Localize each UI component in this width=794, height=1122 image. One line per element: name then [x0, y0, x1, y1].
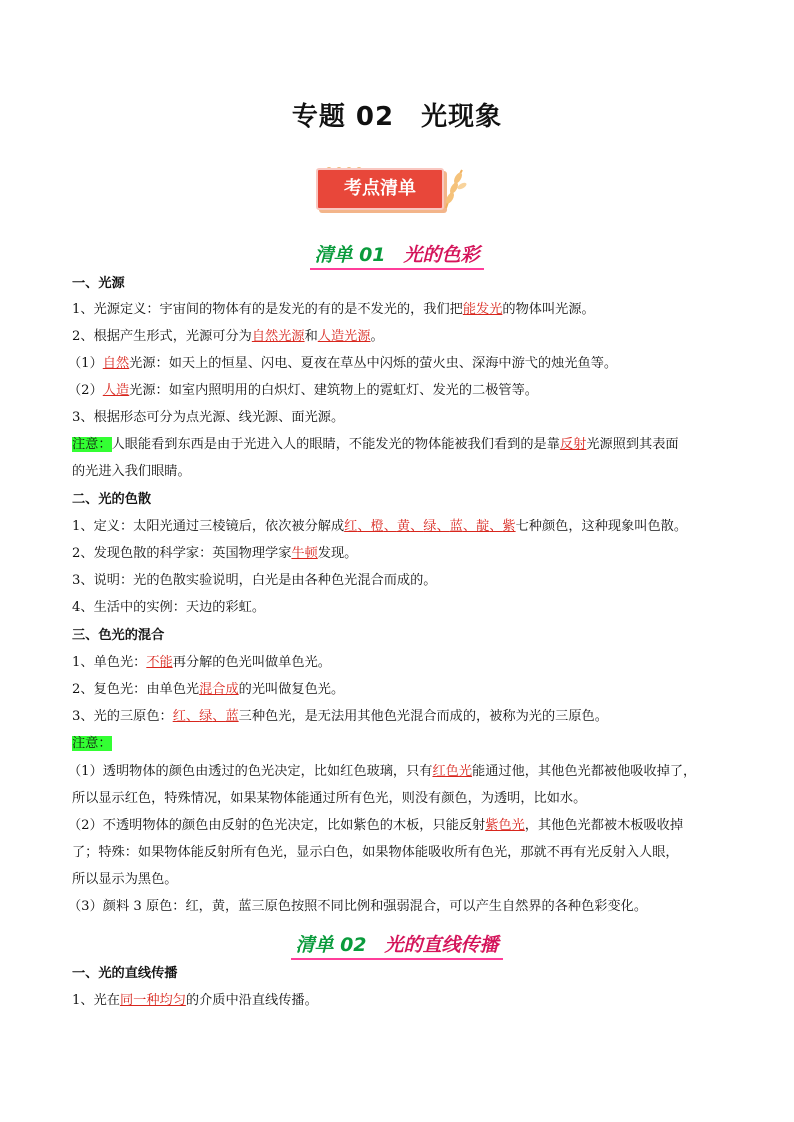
text-line: 3、根据形态可分为点光源、线光源、面光源。 — [72, 410, 345, 425]
text-line: 2、根据产生形式，光源可分为自然光源和人造光源。 — [72, 329, 384, 344]
wheat-leaf-icon — [440, 166, 468, 210]
text-line: 1、光在同一种均匀的介质中沿直线传播。 — [72, 993, 318, 1008]
note-line: 注意：人眼能看到东西是由于光进入人的眼睛，不能发光的物体能被我们看到的是靠反射光源照到其表面 — [72, 437, 679, 452]
note-label: 注意： — [72, 437, 112, 452]
badge — [308, 156, 488, 216]
text-line: 3、光的三原色：红、绿、蓝三种色光，是无法用其他色光混合而成的，被称为光的三原色。 — [72, 709, 608, 724]
section-number: 清单 01 — [314, 244, 386, 266]
heading-color-mixing: 三、色光的混合 — [72, 628, 165, 643]
text-line: 1、单色光：不能再分解的色光叫做单色光。 — [72, 655, 331, 670]
page-title: 专题 02 光现象 — [291, 102, 503, 132]
text-line: （3）颜料 3 原色：红，黄，蓝三原色按照不同比例和强弱混合，可以产生自然界的各种色彩变化。 — [68, 899, 648, 914]
text-line: 4、生活中的实例：天边的彩虹。 — [72, 600, 266, 615]
note-line — [72, 734, 732, 754]
text-line: （1）自然光源：如天上的恒星、闪电、夏夜在草丛中闪烁的萤火虫、深海中游弋的烛光鱼等。 — [68, 356, 618, 371]
text-line: 1、光源定义：宇宙间的物体有的是发光的有的是不发光的，我们把能发光的物体叫光源。 — [72, 302, 595, 317]
text-line: 2、发现色散的科学家：英国物理学家牛顿发现。 — [72, 546, 358, 561]
text-line: （2）人造光源：如室内照明用的白炽灯、建筑物上的霓虹灯、发光的二极管等。 — [68, 383, 538, 398]
text-line: 1、定义：太阳光通过三棱镜后，依次被分解成红、橙、黄、绿、蓝、靛、紫七种颜色，这种现象叫色散。 — [72, 519, 688, 534]
text-line: 3、说明：光的色散实验说明，白光是由各种色光混合而成的。 — [72, 573, 437, 588]
heading-light-source: 一、光源 — [72, 276, 125, 291]
section-heading-1 — [0, 240, 794, 270]
text-line: 所以显示红色，特殊情况，如果某物体能通过所有色光，则没有颜色，为透明，比如水。 — [72, 791, 587, 806]
section-title: 光的色彩 — [403, 244, 480, 266]
text-line: （1）透明物体的颜色由透过的色光决定，比如红色玻璃，只有红色光能通过他，其他色光都被他吸收掉了， — [68, 764, 697, 779]
note-label: 注意： — [72, 736, 112, 751]
section-number: 清单 02 — [295, 934, 367, 956]
text-line: 2、复色光：由单色光混合成的光叫做复色光。 — [72, 682, 345, 697]
text-line: 的光进入我们眼睛。 — [72, 464, 191, 479]
section-heading-2 — [0, 930, 794, 960]
section-title: 光的直线传播 — [384, 934, 499, 956]
text-line: 所以显示为黑色。 — [72, 872, 178, 887]
text-line: 了；特殊：如果物体能反射所有色光，显示白色，如果物体能吸收所有色光，那就不再有光反射入人眼， — [72, 845, 679, 860]
heading-dispersion: 二、光的色散 — [72, 492, 152, 507]
heading-propagation: 一、光的直线传播 — [72, 966, 178, 981]
text-line: （2）不透明物体的颜色由反射的色光决定，比如紫色的木板，只能反射紫色光，其他色光都被木板吸收掉 — [68, 818, 684, 833]
badge-label: 考点清单 — [316, 168, 444, 210]
